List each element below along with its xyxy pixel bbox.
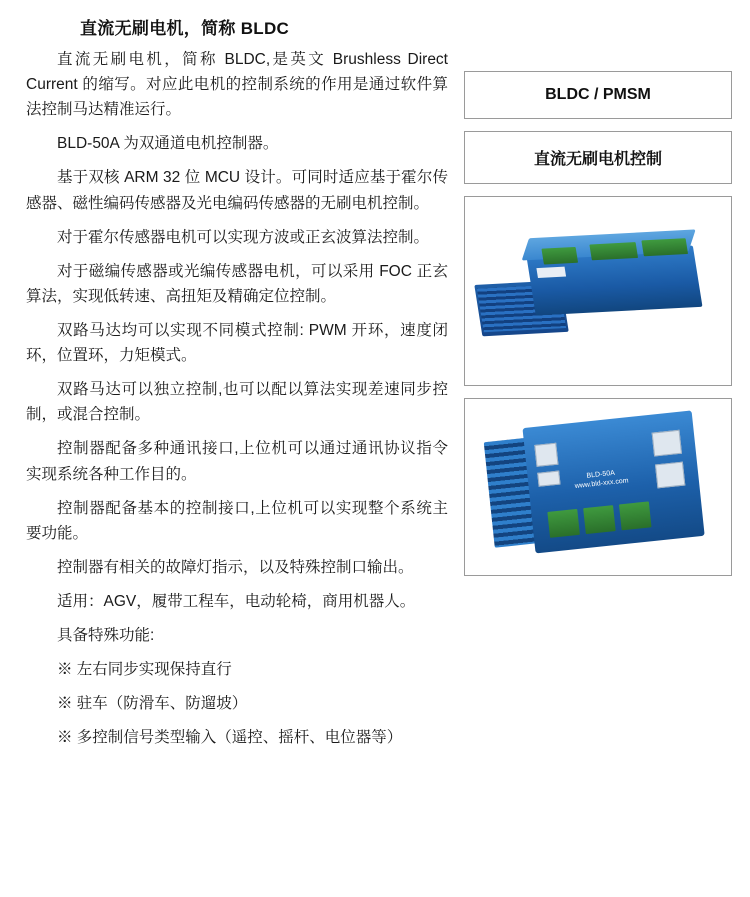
- paragraph: 适用：AGV，履带工程车，电动轮椅，商用机器人。: [57, 592, 416, 610]
- paragraph: 对于磁编传感器或光编传感器电机，可以采用 FOC 正玄算法，实现低转速、高扭矩及精确定位控制。: [26, 262, 448, 305]
- paragraph: 控制器有相关的故障灯指示，以及特殊控制口输出。: [57, 558, 414, 576]
- paragraph: 控制器配备多种通讯接口,上位机可以通过通讯协议指令实现系统各种工作目的。: [26, 440, 448, 483]
- feature-bullet: ※ 多控制信号类型输入（遥控、摇杆、电位器等）: [57, 729, 403, 747]
- green-terminal-block: [641, 238, 688, 256]
- paragraph: 双路马达可以独立控制,也可以配以算法实现差速同步控制，或混合控制。: [26, 381, 448, 424]
- green-terminal-block: [547, 509, 580, 538]
- feature-bullet: ※ 驻车（防滑车、防遛坡）: [57, 695, 248, 713]
- product-model-text: BLD-50A: [586, 469, 616, 480]
- paragraph: 直流无刷电机，简称 BLDC,是英文 Brushless Direct Current 的缩写。对应此电机的控制系统的作用是通过软件算法控制马达精准运行。: [26, 51, 448, 119]
- green-terminal-block: [583, 505, 616, 534]
- white-connector: [536, 267, 566, 278]
- page-title: 直流无刷电机，简称 BLDC: [80, 19, 290, 38]
- connector-port: [534, 443, 558, 467]
- content-columns: [18, 47, 732, 760]
- sidebar-column: [448, 47, 732, 588]
- green-terminal-block: [541, 247, 578, 265]
- paragraph: 对于霍尔传感器电机可以实现方波或正玄波算法控制。: [57, 228, 430, 246]
- paragraph: 控制器配备基本的控制接口,上位机可以实现整个系统主要功能。: [26, 499, 448, 542]
- connector-port: [652, 430, 682, 457]
- green-terminal-block: [619, 501, 652, 530]
- connector-port: [537, 471, 560, 487]
- feature-bullet: ※ 左右同步实现保持直行: [57, 661, 232, 679]
- paragraph: BLD-50A 为双通道电机控制器。: [57, 135, 279, 153]
- product-photo-angled: [464, 196, 732, 386]
- controller-illustration-angled: [469, 216, 717, 371]
- paragraph: 基于双核 ARM 32 位 MCU 设计。可同时适应基于霍尔传感器、磁性编码传感器及光电编码传感器的无刷电机控制。: [26, 169, 448, 212]
- connector-port: [655, 462, 685, 489]
- callout-box-bldc-pmsm: BLDC / PMSM: [464, 71, 732, 119]
- green-terminal-block: [589, 242, 638, 260]
- callout-box-motor-control: 直流无刷电机控制: [464, 131, 732, 184]
- paragraph: 双路马达均可以实现不同模式控制: PWM 开环，速度闭环，位置环，力矩模式。: [26, 321, 448, 365]
- product-photo-front: [464, 398, 732, 576]
- product-url-text: www.bld-xxx.com: [574, 477, 629, 491]
- controller-illustration-front: [483, 410, 706, 563]
- paragraph: 具备特殊功能:: [57, 627, 155, 645]
- text-column: [18, 47, 448, 760]
